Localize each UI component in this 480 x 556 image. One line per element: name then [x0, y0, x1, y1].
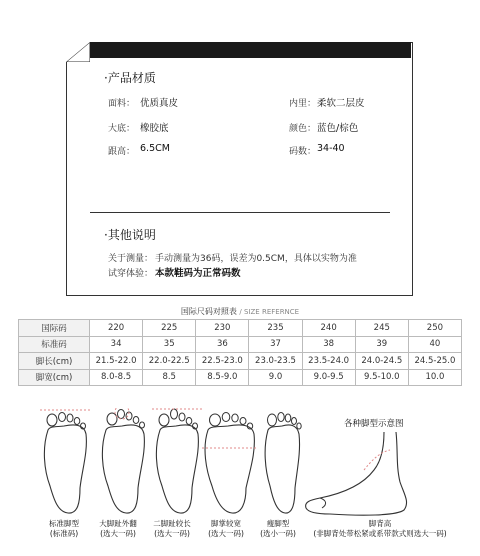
foot-long-second-toe-icon [152, 409, 202, 513]
table-cell: 23.0-23.5 [249, 353, 302, 370]
table-cell: 24.5-25.0 [408, 353, 461, 370]
notes-title-text: 其他说明 [107, 228, 156, 242]
table-cell: 245 [355, 320, 408, 337]
size-range-label: 码数： [289, 147, 317, 157]
table-cell: 10.0 [408, 369, 461, 386]
foot-type-advice: (标准码) [49, 529, 79, 538]
table-cell: 37 [249, 336, 302, 353]
foot-wide-icon [202, 413, 258, 514]
notes-title: ·其他说明 [104, 228, 156, 242]
size-table-section [18, 305, 462, 386]
high-instep-foot-icon [300, 430, 460, 518]
table-cell: 235 [249, 320, 302, 337]
table-cell: 35 [143, 336, 196, 353]
table-cell: 36 [196, 336, 249, 353]
instep-caption [300, 519, 460, 539]
table-cell: 23.5-24.0 [302, 353, 355, 370]
table-cell: 240 [302, 320, 355, 337]
foot-type-advice: (选大一码) [208, 529, 244, 538]
card-header-bar [90, 42, 411, 58]
foot-type-advice: (选大一码) [154, 529, 190, 538]
foot-type-name: 脚掌较宽 [211, 519, 241, 528]
table-cell: 8.5 [143, 369, 196, 386]
measure-text: 手动测量为36码，误差为0.5CM，具体以实物为准 [155, 254, 357, 264]
instep-name: 脚背高 [368, 519, 392, 528]
table-cell: 22.0-22.5 [143, 353, 196, 370]
table-cell: 250 [408, 320, 461, 337]
table-cell: 21.5-22.0 [90, 353, 143, 370]
row-header: 国际码 [19, 320, 90, 337]
table-cell: 24.0-24.5 [355, 353, 408, 370]
table-cell: 8.5-9.0 [196, 369, 249, 386]
foot-type-illustrations [18, 408, 318, 516]
table-cell: 34 [90, 336, 143, 353]
row-header: 脚长(cm) [19, 353, 90, 370]
size-table-title [18, 305, 462, 319]
table-cell: 230 [196, 320, 249, 337]
foot-type-name: 标准脚型 [49, 519, 79, 528]
foot-bunion-icon [102, 408, 144, 513]
row-header: 标准码 [19, 336, 90, 353]
color-value: 蓝色/棕色 [317, 123, 359, 134]
foot-caption-standard [34, 519, 94, 539]
lining-label: 内里： [289, 99, 317, 109]
folded-corner-icon [66, 42, 90, 62]
sole-value: 橡胶底 [140, 123, 169, 134]
foot-type-name: 二脚趾较长 [153, 519, 191, 528]
foot-type-name: 大脚趾外翻 [99, 519, 137, 528]
size-table-title-cn: 国际尺码对照表 [180, 307, 237, 316]
table-cell: 9.0-9.5 [302, 369, 355, 386]
fit-text: 本款鞋码为正常码数 [155, 268, 241, 279]
foot-caption-wide [196, 519, 256, 539]
foot-caption-slim [248, 519, 308, 539]
foot-standard-icon [40, 410, 90, 513]
table-row [19, 336, 462, 353]
heel-height-label: 跟高： [108, 147, 136, 157]
foot-type-name: 瘦脚型 [266, 519, 290, 528]
table-cell: 9.0 [249, 369, 302, 386]
table-row [19, 353, 462, 370]
table-row [19, 320, 462, 337]
sole-label: 大底： [108, 124, 136, 134]
instep-advice: (非脚背处带松紧或系带款式则选大一码) [313, 529, 447, 538]
table-cell: 9.5-10.0 [355, 369, 408, 386]
foot-slim-icon [265, 413, 301, 514]
size-range-value: 34-40 [317, 143, 345, 154]
foot-type-advice: (选大一码) [100, 529, 136, 538]
fabric-label: 面料： [108, 99, 136, 109]
fabric-value: 优质真皮 [140, 98, 179, 109]
table-cell: 22.5-23.0 [196, 353, 249, 370]
measure-label: 关于测量： [108, 254, 154, 264]
table-cell: 39 [355, 336, 408, 353]
heel-height-value: 6.5CM [140, 143, 170, 154]
materials-title: ·产品材质 [104, 71, 156, 85]
table-cell: 225 [143, 320, 196, 337]
size-table [18, 319, 462, 386]
table-cell: 38 [302, 336, 355, 353]
table-row [19, 369, 462, 386]
instep-diagram-title: 各种脚型示意图 [344, 419, 404, 429]
size-table-title-en: / SIZE REFERNCE [239, 308, 300, 316]
lining-value: 柔软二层皮 [317, 98, 365, 109]
section-divider [90, 212, 390, 213]
materials-title-text: 产品材质 [107, 71, 156, 85]
row-header: 脚宽(cm) [19, 369, 90, 386]
color-label: 颜色： [289, 124, 317, 134]
fit-label: 试穿体验： [108, 269, 154, 279]
foot-type-advice: (选小一码) [260, 529, 296, 538]
foot-caption-bunion [88, 519, 148, 539]
table-cell: 40 [408, 336, 461, 353]
table-cell: 8.0-8.5 [90, 369, 143, 386]
foot-caption-long-second-toe [142, 519, 202, 539]
table-cell: 220 [90, 320, 143, 337]
